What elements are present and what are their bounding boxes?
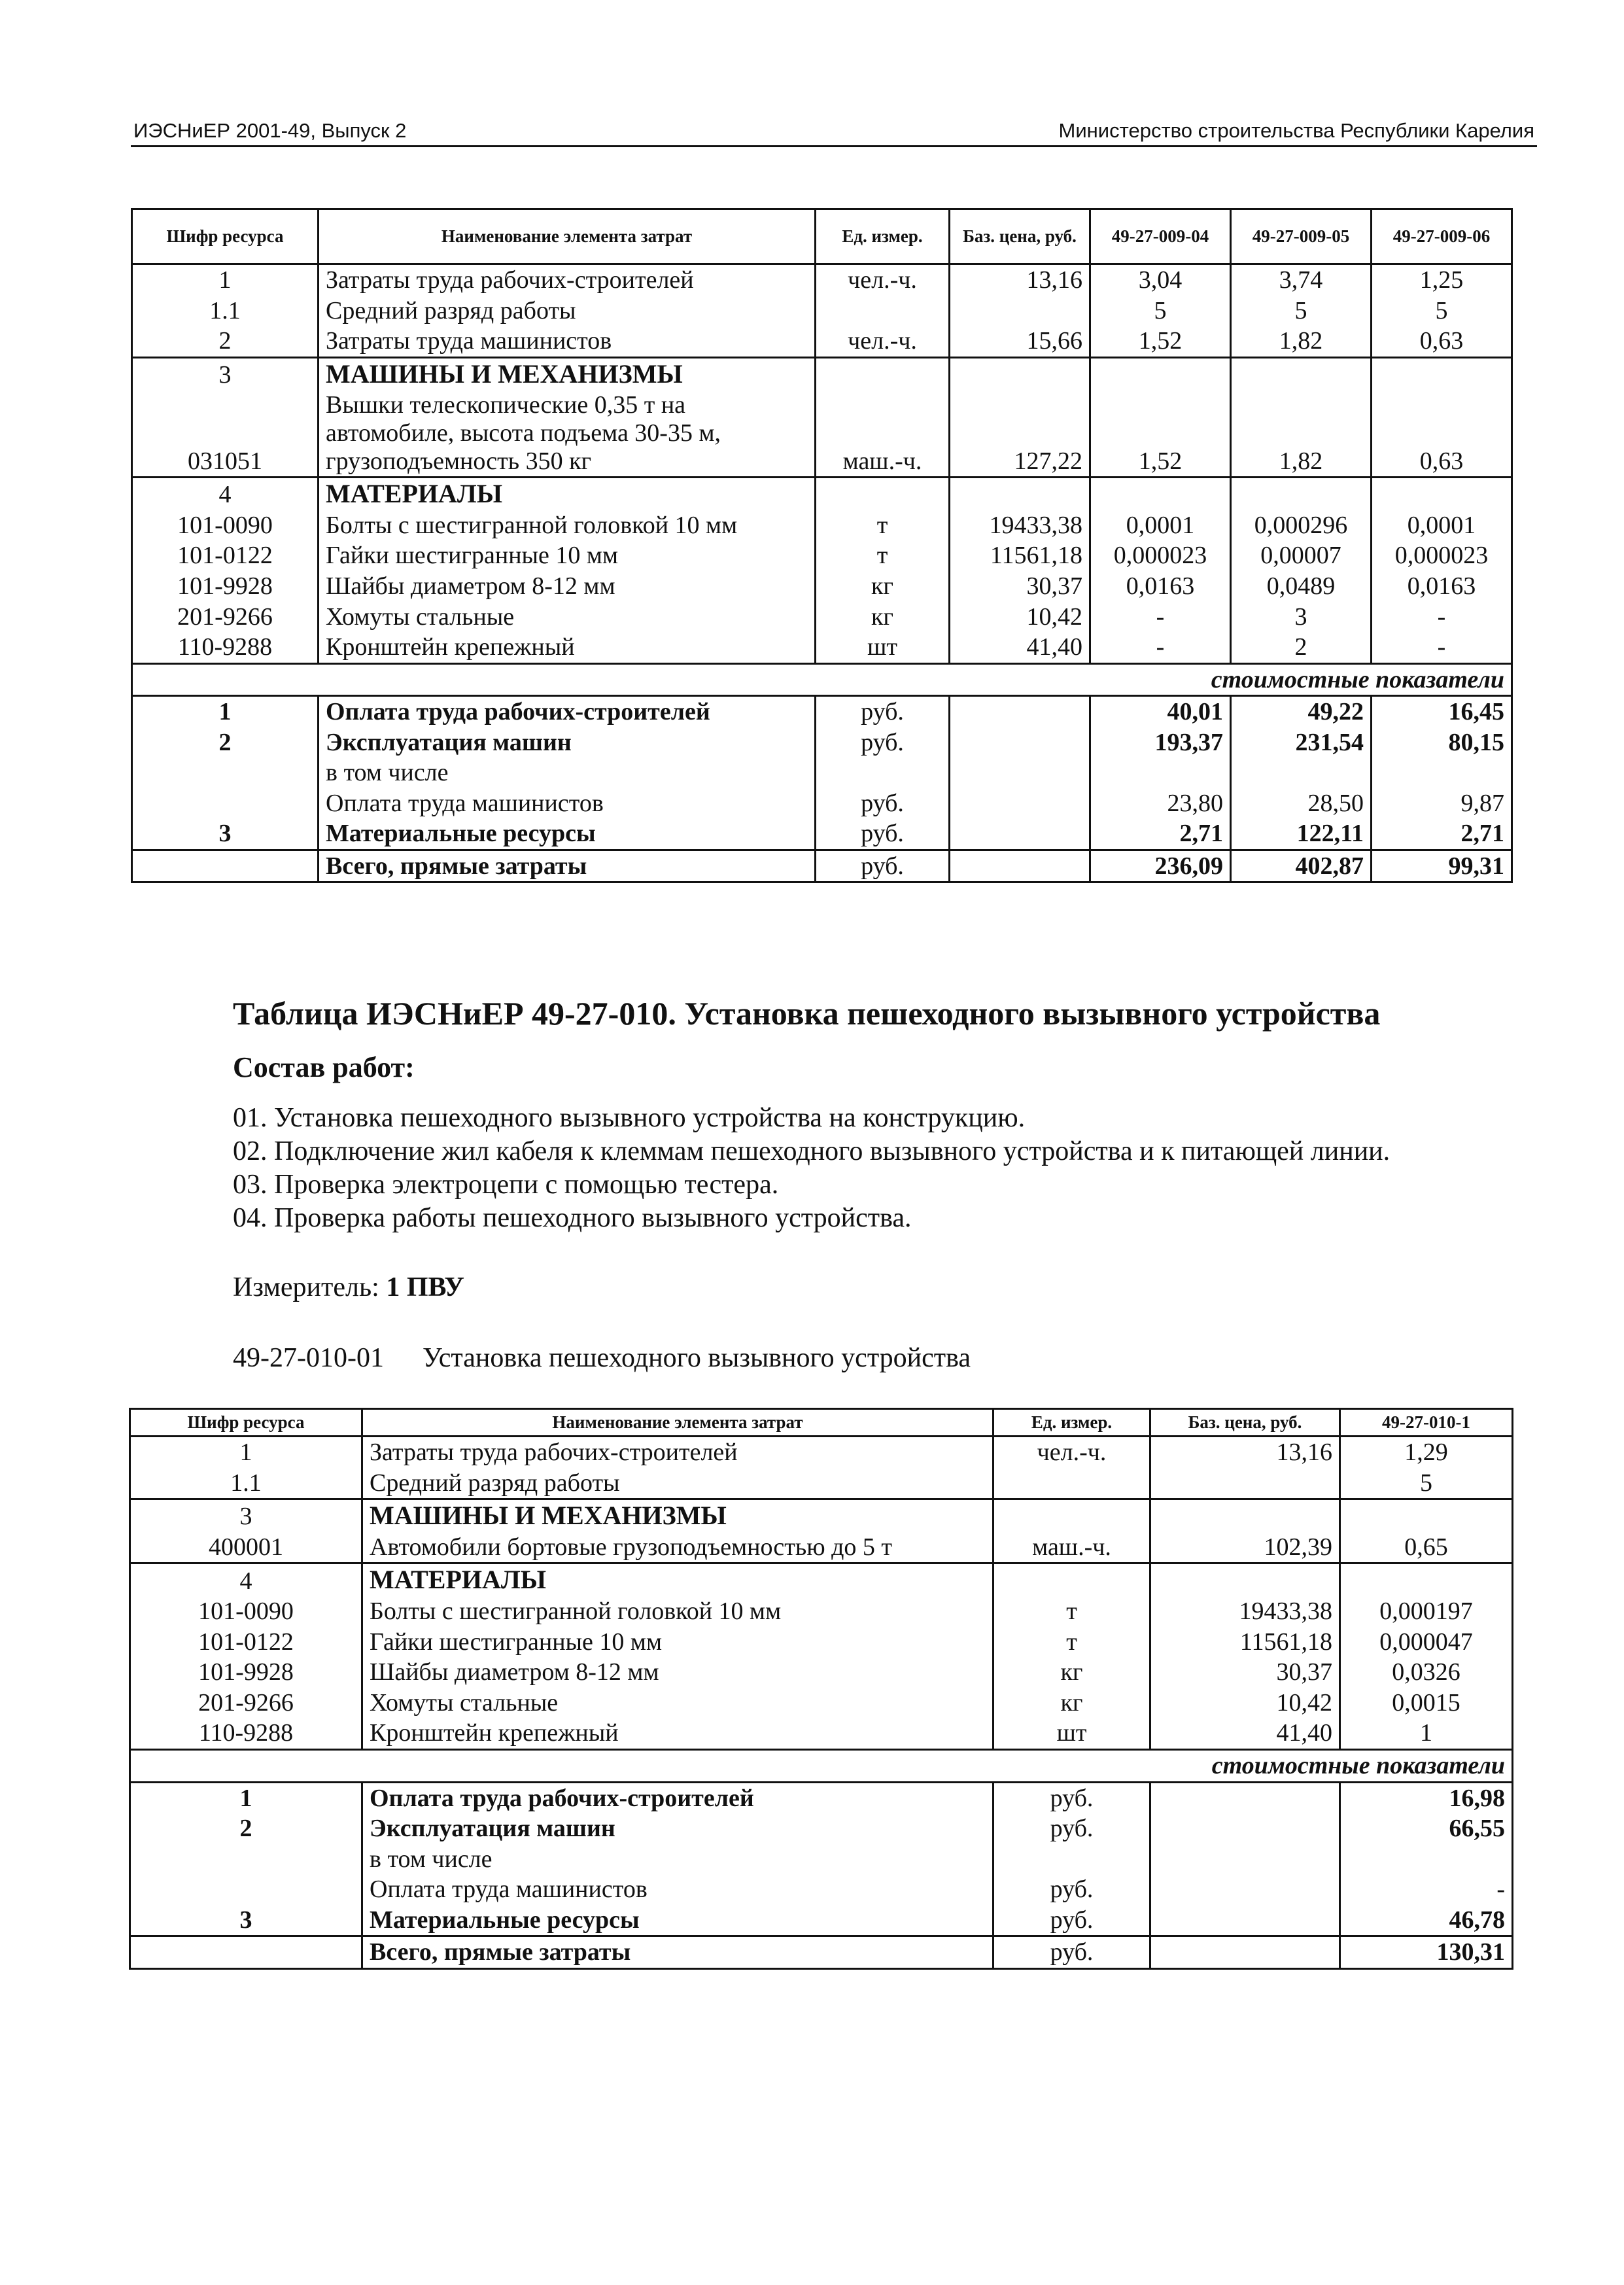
norm-value: 0,0326 (1340, 1657, 1513, 1688)
norm-value: 1 (1340, 1718, 1513, 1749)
col-header-norm-05: 49-27-009-05 (1231, 209, 1372, 264)
norm-value: 0,000023 (1372, 540, 1512, 571)
resource-price: 13,16 (1150, 1437, 1340, 1468)
norm-value (1372, 478, 1512, 510)
summary-code (132, 758, 319, 788)
resource-code: 1.1 (132, 296, 319, 326)
summary-code: 2 (130, 1813, 362, 1844)
summary-code: 3 (130, 1905, 362, 1936)
norm-value: 0,000047 (1340, 1627, 1513, 1658)
resource-unit (816, 478, 950, 510)
summary-row (132, 758, 1512, 788)
resource-price: 30,37 (950, 571, 1090, 602)
norm-value: 1,52 (1090, 390, 1231, 477)
table-row (132, 390, 1512, 477)
col-header-name: Наименование элемента затрат (319, 209, 816, 264)
table-row (130, 1437, 1513, 1468)
total-code-empty (130, 1936, 362, 1969)
summary-value (1231, 758, 1372, 788)
resource-name: Кронштейн крепежный (319, 632, 816, 663)
norm-value: 5 (1340, 1468, 1513, 1499)
resource-name: Гайки шестигранные 10 мм (362, 1627, 993, 1658)
resource-name: Кронштейн крепежный (362, 1718, 993, 1749)
summary-price-empty (950, 758, 1090, 788)
col-header-price: Баз. цена, руб. (1150, 1409, 1340, 1437)
composition-title: Состав работ: (233, 1051, 415, 1083)
resource-unit (993, 1563, 1150, 1596)
table-row (132, 510, 1512, 541)
summary-unit (816, 758, 950, 788)
summary-name: Эксплуатация машин (319, 727, 816, 758)
summary-value: 46,78 (1340, 1905, 1513, 1936)
table-row (132, 571, 1512, 602)
resource-code: 1 (132, 264, 319, 296)
resource-code: 3 (130, 1499, 362, 1532)
col-header-norm-1: 49-27-010-1 (1340, 1409, 1513, 1437)
resource-price: 11561,18 (1150, 1627, 1340, 1658)
resource-name: МАТЕРИАЛЫ (319, 478, 816, 510)
resource-price: 127,22 (950, 390, 1090, 477)
resource-name: МАШИНЫ И МЕХАНИЗМЫ (319, 357, 816, 390)
summary-code: 1 (130, 1782, 362, 1813)
summary-value: 2,71 (1090, 818, 1231, 850)
total-code-empty (132, 850, 319, 882)
resource-code: 3 (132, 357, 319, 390)
resource-name: Шайбы диаметром 8-12 мм (362, 1657, 993, 1688)
col-header-unit: Ед. измер. (816, 209, 950, 264)
indicators-row (132, 663, 1512, 696)
summary-code: 1 (132, 696, 319, 727)
summary-value: 80,15 (1372, 727, 1512, 758)
table-caption: Таблица ИЭСНиЕР 49-27-010. Установка пешеходного вызывного устройства (233, 995, 1381, 1032)
norm-value: 5 (1090, 296, 1231, 326)
meter-value: 1 ПВУ (386, 1272, 464, 1302)
resource-price (950, 357, 1090, 390)
summary-code: 3 (132, 818, 319, 850)
col-header-code: Шифр ресурса (130, 1409, 362, 1437)
summary-value (1340, 1844, 1513, 1875)
resource-name: Средний разряд работы (319, 296, 816, 326)
table-row (130, 1688, 1513, 1718)
summary-name: Оплата труда рабочих-строителей (319, 696, 816, 727)
resource-price: 41,40 (950, 632, 1090, 663)
resource-unit (816, 357, 950, 390)
resource-code: 400001 (130, 1532, 362, 1563)
resource-name: Гайки шестигранные 10 мм (319, 540, 816, 571)
summary-value (1372, 758, 1512, 788)
summary-name: Оплата труда машинистов (319, 788, 816, 819)
total-price-empty (1150, 1936, 1340, 1969)
norm-value (1340, 1563, 1513, 1596)
norm-value: 5 (1231, 296, 1372, 326)
table-row (130, 1563, 1513, 1596)
summary-unit: руб. (993, 1782, 1150, 1813)
resource-unit: чел.-ч. (993, 1437, 1150, 1468)
norm-value: 0,0163 (1090, 571, 1231, 602)
resource-price: 30,37 (1150, 1657, 1340, 1688)
resource-name: МАТЕРИАЛЫ (362, 1563, 993, 1596)
resource-code: 101-0090 (130, 1596, 362, 1627)
resource-name: Затраты труда рабочих-строителей (362, 1437, 993, 1468)
summary-value: 231,54 (1231, 727, 1372, 758)
table-row (130, 1718, 1513, 1749)
resource-name: МАШИНЫ И МЕХАНИЗМЫ (362, 1499, 993, 1532)
table-row (130, 1468, 1513, 1499)
indicators-row (130, 1749, 1513, 1782)
total-row (132, 850, 1512, 882)
summary-unit: руб. (816, 788, 950, 819)
total-unit: руб. (993, 1936, 1150, 1969)
summary-value: 122,11 (1231, 818, 1372, 850)
resource-name: Вышки телескопические 0,35 т на автомобиле, высота подъема 30-35 м, грузоподъемность 350 кг (319, 390, 816, 477)
summary-code (130, 1844, 362, 1875)
resource-code: 110-9288 (132, 632, 319, 663)
summary-price-empty (1150, 1844, 1340, 1875)
norm-value: - (1372, 632, 1512, 663)
meter-line (233, 1272, 464, 1303)
summary-value: 66,55 (1340, 1813, 1513, 1844)
col-header-price: Баз. цена, руб. (950, 209, 1090, 264)
table-row (132, 264, 1512, 296)
summary-code (130, 1874, 362, 1905)
norm-value: 3,74 (1231, 264, 1372, 296)
summary-price-empty (1150, 1782, 1340, 1813)
resource-code: 1.1 (130, 1468, 362, 1499)
resource-unit: шт (993, 1718, 1150, 1749)
resource-price (1150, 1499, 1340, 1532)
resource-code: 110-9288 (130, 1718, 362, 1749)
resource-unit: т (816, 540, 950, 571)
norm-value: 0,0001 (1372, 510, 1512, 541)
operation-item: 02. Подключение жил кабеля к клеммам пешеходного вызывного устройства и к питающей линии. (233, 1136, 1391, 1166)
resource-unit: т (993, 1627, 1150, 1658)
norm-value: 0,0015 (1340, 1688, 1513, 1718)
norm-value (1090, 357, 1231, 390)
summary-price-empty (950, 696, 1090, 727)
summary-value: 49,22 (1231, 696, 1372, 727)
total-name: Всего, прямые затраты (319, 850, 816, 882)
resource-price: 10,42 (1150, 1688, 1340, 1718)
resource-price (950, 478, 1090, 510)
summary-name: Эксплуатация машин (362, 1813, 993, 1844)
summary-value: 40,01 (1090, 696, 1231, 727)
norm-value: 0,0163 (1372, 571, 1512, 602)
resource-name: Хомуты стальные (319, 602, 816, 633)
resource-code: 2 (132, 326, 319, 357)
norm-value: 0,65 (1340, 1532, 1513, 1563)
meter-label: Измеритель: (233, 1272, 379, 1302)
table-2-body (130, 1437, 1513, 1969)
total-unit: руб. (816, 850, 950, 882)
resource-unit: кг (816, 602, 950, 633)
summary-name: Оплата труда машинистов (362, 1874, 993, 1905)
resource-unit: т (993, 1596, 1150, 1627)
summary-row (132, 788, 1512, 819)
resource-table-1 (131, 208, 1513, 883)
summary-row (132, 818, 1512, 850)
total-value: 130,31 (1340, 1936, 1513, 1969)
resource-price: 102,39 (1150, 1532, 1340, 1563)
summary-value: 28,50 (1231, 788, 1372, 819)
summary-value: 9,87 (1372, 788, 1512, 819)
norm-value: 0,63 (1372, 390, 1512, 477)
resource-price: 15,66 (950, 326, 1090, 357)
resource-price (1150, 1468, 1340, 1499)
resource-name: Средний разряд работы (362, 1468, 993, 1499)
summary-price-empty (1150, 1813, 1340, 1844)
resource-price (950, 296, 1090, 326)
summary-unit: руб. (816, 727, 950, 758)
resource-unit: маш.-ч. (816, 390, 950, 477)
summary-price-empty (950, 727, 1090, 758)
summary-unit: руб. (993, 1905, 1150, 1936)
summary-price-empty (950, 818, 1090, 850)
summary-row (130, 1782, 1513, 1813)
norm-value: 0,000023 (1090, 540, 1231, 571)
total-name: Всего, прямые затраты (362, 1936, 993, 1969)
item-line (233, 1342, 971, 1374)
table-row (132, 357, 1512, 390)
resource-code: 101-9928 (130, 1657, 362, 1688)
norm-value: 0,000296 (1231, 510, 1372, 541)
resource-price: 13,16 (950, 264, 1090, 296)
norm-value: 1,29 (1340, 1437, 1513, 1468)
norm-value (1231, 478, 1372, 510)
summary-value: 2,71 (1372, 818, 1512, 850)
summary-unit: руб. (993, 1874, 1150, 1905)
norm-value: 0,0489 (1231, 571, 1372, 602)
indicators-label: стоимостные показатели (130, 1749, 1513, 1782)
item-name: Установка пешеходного вызывного устройства (423, 1343, 971, 1373)
col-header-norm-06: 49-27-009-06 (1372, 209, 1512, 264)
resource-unit (993, 1468, 1150, 1499)
summary-name: в том числе (362, 1844, 993, 1875)
item-code: 49-27-010-01 (233, 1343, 384, 1373)
resource-unit (816, 296, 950, 326)
summary-price-empty (950, 788, 1090, 819)
norm-value: 0,63 (1372, 326, 1512, 357)
table-row (132, 326, 1512, 357)
summary-value (1090, 758, 1231, 788)
summary-value: - (1340, 1874, 1513, 1905)
table-row (132, 478, 1512, 510)
norm-value (1372, 357, 1512, 390)
resource-code: 101-9928 (132, 571, 319, 602)
summary-row (130, 1813, 1513, 1844)
total-value: 402,87 (1231, 850, 1372, 882)
norm-value: 3 (1231, 602, 1372, 633)
header-right: Министерство строительства Республики Карелия (1058, 119, 1534, 142)
summary-value: 193,37 (1090, 727, 1231, 758)
resource-name: Затраты труда рабочих-строителей (319, 264, 816, 296)
summary-row (130, 1874, 1513, 1905)
resource-price: 19433,38 (1150, 1596, 1340, 1627)
resource-unit: кг (993, 1688, 1150, 1718)
resource-unit (993, 1499, 1150, 1532)
table-row (130, 1627, 1513, 1658)
norm-value: - (1090, 602, 1231, 633)
resource-code: 101-0122 (132, 540, 319, 571)
operation-item: 01. Установка пешеходного вызывного устройства на конструкцию. (233, 1103, 1026, 1133)
table-row (132, 632, 1512, 663)
resource-code: 201-9266 (132, 602, 319, 633)
summary-row (132, 727, 1512, 758)
resource-price: 41,40 (1150, 1718, 1340, 1749)
norm-value: 3,04 (1090, 264, 1231, 296)
resource-code: 201-9266 (130, 1688, 362, 1718)
resource-name: Автомобили бортовые грузоподъемностью до 5 т (362, 1532, 993, 1563)
col-header-name: Наименование элемента затрат (362, 1409, 993, 1437)
resource-code: 101-0122 (130, 1627, 362, 1658)
table-row (130, 1657, 1513, 1688)
col-header-code: Шифр ресурса (132, 209, 319, 264)
summary-name: в том числе (319, 758, 816, 788)
resource-price: 10,42 (950, 602, 1090, 633)
norm-value: 1,82 (1231, 326, 1372, 357)
summary-name: Материальные ресурсы (319, 818, 816, 850)
resource-code: 4 (132, 478, 319, 510)
total-price-empty (950, 850, 1090, 882)
resource-name: Болты с шестигранной головкой 10 мм (319, 510, 816, 541)
table-1-body (132, 264, 1512, 882)
total-row (130, 1936, 1513, 1969)
resource-unit: шт (816, 632, 950, 663)
resource-name: Болты с шестигранной головкой 10 мм (362, 1596, 993, 1627)
norm-value: - (1372, 602, 1512, 633)
summary-code: 2 (132, 727, 319, 758)
norm-value: - (1090, 632, 1231, 663)
resource-unit: маш.-ч. (993, 1532, 1150, 1563)
table-row (130, 1532, 1513, 1563)
total-value: 236,09 (1090, 850, 1231, 882)
summary-name: Материальные ресурсы (362, 1905, 993, 1936)
header-left: ИЭСНиЕР 2001-49, Выпуск 2 (133, 119, 407, 142)
table-row (132, 602, 1512, 633)
summary-row (130, 1905, 1513, 1936)
indicators-label: стоимостные показатели (132, 663, 1512, 696)
resource-code: 1 (130, 1437, 362, 1468)
summary-name: Оплата труда рабочих-строителей (362, 1782, 993, 1813)
table-row (130, 1499, 1513, 1532)
table-row (130, 1596, 1513, 1627)
summary-unit: руб. (993, 1813, 1150, 1844)
norm-value: 1,25 (1372, 264, 1512, 296)
summary-value: 16,98 (1340, 1782, 1513, 1813)
summary-unit: руб. (816, 818, 950, 850)
resource-code: 4 (130, 1563, 362, 1596)
resource-unit: чел.-ч. (816, 264, 950, 296)
resource-price: 11561,18 (950, 540, 1090, 571)
summary-value: 16,45 (1372, 696, 1512, 727)
summary-price-empty (1150, 1874, 1340, 1905)
resource-table-2 (129, 1408, 1513, 1970)
norm-value: 0,00007 (1231, 540, 1372, 571)
resource-price: 19433,38 (950, 510, 1090, 541)
operation-item: 03. Проверка электроцепи с помощью тестера. (233, 1170, 779, 1200)
resource-unit: кг (993, 1657, 1150, 1688)
norm-value: 1,82 (1231, 390, 1372, 477)
resource-code: 101-0090 (132, 510, 319, 541)
total-value: 99,31 (1372, 850, 1512, 882)
table-row (132, 540, 1512, 571)
col-header-unit: Ед. измер. (993, 1409, 1150, 1437)
resource-name: Шайбы диаметром 8-12 мм (319, 571, 816, 602)
summary-row (130, 1844, 1513, 1875)
norm-value: 2 (1231, 632, 1372, 663)
norm-value: 0,0001 (1090, 510, 1231, 541)
summary-code (132, 788, 319, 819)
norm-value: 0,000197 (1340, 1596, 1513, 1627)
operations-list (233, 1102, 1390, 1235)
norm-value (1231, 357, 1372, 390)
norm-value: 1,52 (1090, 326, 1231, 357)
resource-name: Хомуты стальные (362, 1688, 993, 1718)
summary-unit: руб. (816, 696, 950, 727)
resource-unit: т (816, 510, 950, 541)
page-header (131, 114, 1537, 147)
summary-price-empty (1150, 1905, 1340, 1936)
resource-name: Затраты труда машинистов (319, 326, 816, 357)
operation-item: 04. Проверка работы пешеходного вызывного устройства. (233, 1203, 912, 1233)
resource-unit: кг (816, 571, 950, 602)
resource-unit: чел.-ч. (816, 326, 950, 357)
resource-code: 031051 (132, 390, 319, 477)
table-row (132, 296, 1512, 326)
norm-value (1340, 1499, 1513, 1532)
summary-value: 23,80 (1090, 788, 1231, 819)
resource-price (1150, 1563, 1340, 1596)
col-header-norm-04: 49-27-009-04 (1090, 209, 1231, 264)
summary-unit (993, 1844, 1150, 1875)
summary-row (132, 696, 1512, 727)
norm-value: 5 (1372, 296, 1512, 326)
norm-value (1090, 478, 1231, 510)
